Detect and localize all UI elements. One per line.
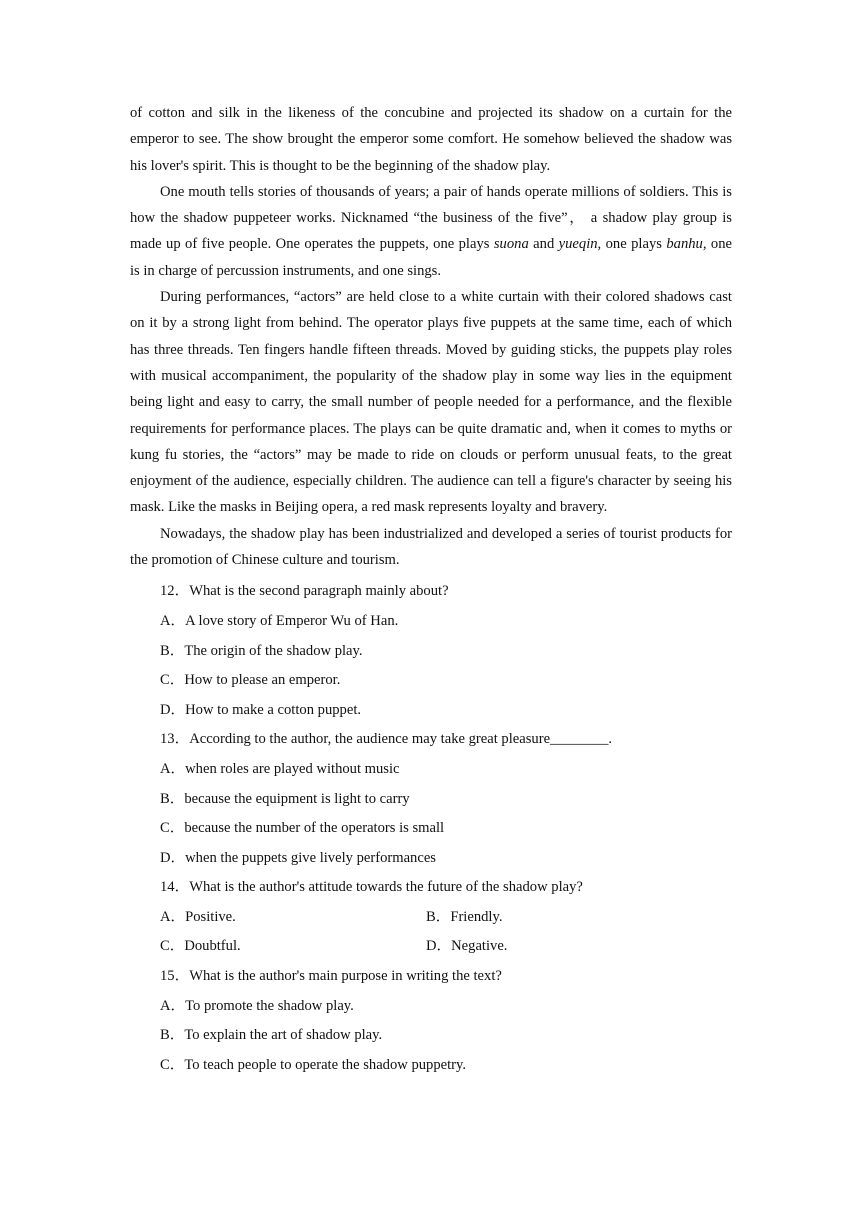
question-13 — [130, 725, 732, 873]
question-12 — [130, 577, 732, 725]
question-13-option-d[interactable]: D．when the puppets give lively performances — [160, 849, 436, 866]
question-15-option-c[interactable]: C．To teach people to operate the shadow puppetry. — [160, 1056, 467, 1073]
question-14 — [130, 873, 732, 962]
document-page — [130, 100, 732, 1080]
question-15-option-a[interactable]: A．To promote the shadow play. — [160, 997, 354, 1014]
paragraph-2-text-c: one is in charge of percussion instruments, and one sings. — [130, 236, 732, 279]
passage-paragraph-4: Nowadays, the shadow play has been industrialized and developed a series of tourist products for the promotion of Chinese culture and tourism. — [130, 525, 732, 569]
question-12-option-c[interactable]: C．How to please an emperor. — [160, 672, 341, 689]
question-14-option-a[interactable]: A．Positive. — [160, 908, 236, 925]
paragraph-2-text-b: one plays — [601, 236, 667, 253]
paragraph-2-and: and — [528, 236, 559, 253]
term-suona: suona — [493, 236, 529, 253]
question-14-options-row-2 — [130, 932, 732, 962]
question-14-stem: 14．What is the author's attitude towards the future of the shadow play? — [160, 879, 583, 896]
question-12-option-a[interactable]: A．A love story of Emperor Wu of Han. — [160, 612, 399, 629]
question-13-option-a[interactable]: A．when roles are played without music — [160, 760, 400, 777]
question-14-option-c[interactable]: C．Doubtful. — [160, 938, 241, 955]
question-14-options-row-1 — [130, 903, 732, 933]
paragraph-2-text-a: One mouth tells stories of thousands of years; a pair of hands operate millions of soldiers. This is how the shadow puppeteer works. Nicknamed “the business of the five”， a shadow play group is made up of five people. One operates the puppets, one plays — [130, 183, 732, 253]
question-13-option-c[interactable]: C．because the number of the operators is small — [160, 820, 445, 837]
term-banhu: banhu, — [666, 236, 707, 253]
question-12-stem: 12．What is the second paragraph mainly about? — [160, 583, 449, 600]
question-13-stem: 13．According to the author, the audience may take great pleasure________. — [160, 731, 613, 748]
question-14-option-d[interactable]: D．Negative. — [426, 938, 508, 955]
question-15-option-b[interactable]: B．To explain the art of shadow play. — [160, 1027, 383, 1044]
question-15-stem: 15．What is the author's main purpose in writing the text? — [160, 968, 502, 985]
term-yueqin: yueqin, — [558, 236, 602, 253]
question-12-option-b[interactable]: B．The origin of the shadow play. — [160, 642, 363, 659]
question-13-option-b[interactable]: B．because the equipment is light to carry — [160, 790, 410, 807]
passage-paragraph-1: of cotton and silk in the likeness of the concubine and projected its shadow on a curtain for the emperor to see. The show brought the emperor some comfort. He somehow believed the shadow was his lover's spirit. This is thought to be the beginning of the shadow play. — [130, 105, 732, 174]
question-15 — [130, 962, 732, 1080]
question-14-option-b[interactable]: B．Friendly. — [426, 908, 503, 925]
passage-paragraph-3: During performances, “actors” are held close to a white curtain with their colored shadows cast on it by a strong light from behind. The operator plays five puppets at the same time, each of which has three threads. Ten fingers handle fifteen threads. Moved by guiding sticks, the puppets play roles with musical accompaniment, the popularity of the shadow play in some way lies in the equipment being light and easy to carry, the small number of people needed for a performance, and the flexible requirements for performance places. The plays can be quite dramatic and, when it comes to myths or kung fu stories, the “actors” may be made to ride on clouds or perform unusual feats, to the great enjoyment of the audience, especially children. The audience can tell a figure's character by seeing his mask. Like the masks in Beijing opera, a red mask represents loyalty and bravery. — [130, 289, 732, 516]
question-12-option-d[interactable]: D．How to make a cotton puppet. — [160, 701, 362, 718]
passage-paragraph-2 — [130, 179, 732, 284]
